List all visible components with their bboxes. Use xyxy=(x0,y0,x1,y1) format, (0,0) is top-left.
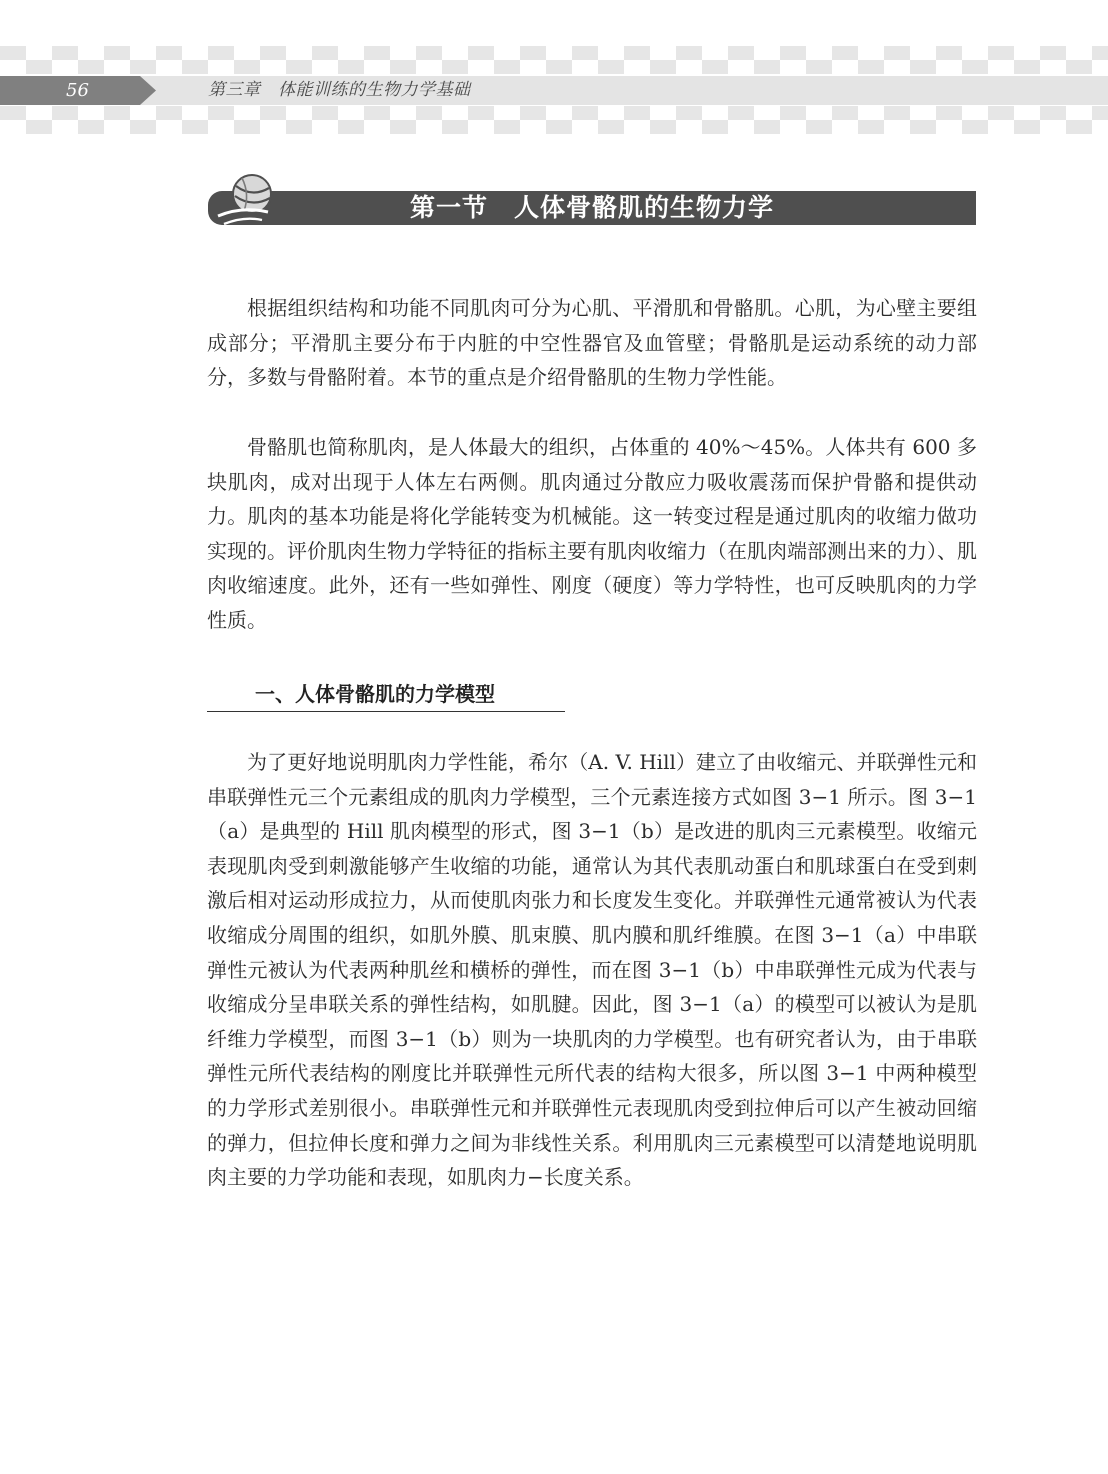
header-pattern-top xyxy=(0,46,1108,60)
header-pattern-bottom xyxy=(0,106,1108,120)
subsection-heading xyxy=(207,677,565,712)
header-pattern-top-offset xyxy=(0,60,1108,74)
section-heading: 人体骨骼肌的生物力学 xyxy=(514,193,775,222)
page-number: 56 xyxy=(66,80,89,101)
paragraph: 根据组织结构和功能不同肌肉可分为心肌、平滑肌和骨骼肌。心肌，为心壁主要组成部分；平滑肌主要分布于内脏的中空性器官及血管壁；骨骼肌是运动系统的动力部分，多数与骨骼附着。本节的重点是介绍骨骼肌的生物力学性能。 xyxy=(207,296,977,390)
page-header xyxy=(0,46,1108,134)
paragraph: 骨骼肌也简称肌肉，是人体最大的组织，占体重的 40%～45%。人体共有 600 多块肌肉，成对出现于人体左右两侧。肌肉通过分散应力吸收震荡而保护骨骼和提供动力。肌肉的基本功能是将化学能转变为机械能。这一转变过程是通过肌肉的收缩力做功实现的。评价肌肉生物力学特征的指标主要有肌肉收缩力（在肌肉端部测出来的力）、肌肉收缩速度。此外，还有一些如弹性、刚度（硬度）等力学特性，也可反映肌肉的力学性质。 xyxy=(207,435,977,632)
paragraph: 为了更好地说明肌肉力学性能，希尔（A. V. Hill）建立了由收缩元、并联弹性元和串联弹性元三个元素组成的肌肉力学模型，三个元素连接方式如图 3−1 所示。图 3−1（a）是典型的 Hill 肌肉模型的形式，图 3−1（b）是改进的肌肉三元素模型。收缩元表现肌肉受到刺激能够产生收缩的功能，通常认为其代表肌动蛋白和肌球蛋白在受到刺激后相对运动形成拉力，从而使肌肉张力和长度发生变化。并联弹性元通常被认为代表收缩成分周围的组织，如肌外膜、肌束膜、肌内膜和肌纤维膜。在图 3−1（a）中串联弹性元被认为代表两种肌丝和横桥的弹性，而在图 3−1（b）中串联弹性元成为代表与收缩成分呈串联关系的弹性结构，如肌腱。因此，图 3−1（a）的模型可以被认为是肌纤维力学模型，而图 3−1（b）则为一块肌肉的力学模型。也有研究者认为，由于串联弹性元所代表结构的刚度比并联弹性元所代表的结构大很多，所以图 3−1 中两种模型的力学形式差别很小。串联弹性元和并联弹性元表现肌肉受到拉伸后可以产生被动回缩的弹力，但拉伸长度和弹力之间为非线性关系。利用肌肉三元素模型可以清楚地说明肌肉主要的力学功能和表现，如肌肉力−长度关系。 xyxy=(207,750,977,1190)
running-head: 第三章 体能训练的生物力学基础 xyxy=(208,80,471,100)
section-title xyxy=(208,191,976,225)
subsection-heading-text: 一、人体骨骼肌的力学模型 xyxy=(255,682,495,706)
header-pattern-bottom-offset xyxy=(0,120,1108,134)
header-strip xyxy=(0,76,1108,105)
section-label: 第一节 xyxy=(409,193,488,222)
